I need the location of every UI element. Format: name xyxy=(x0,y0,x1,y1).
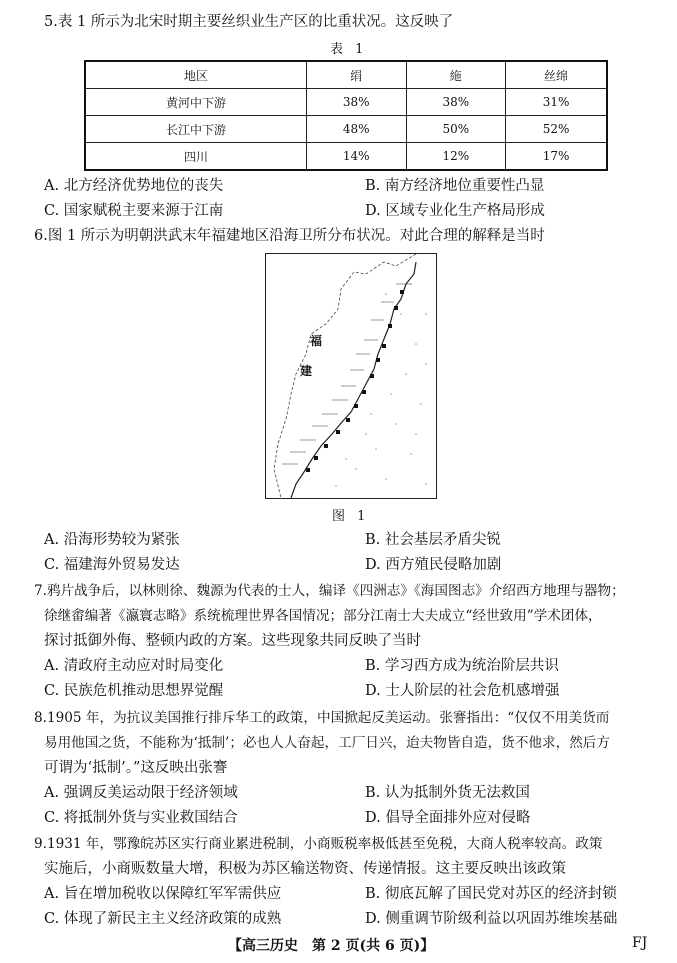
q8-option-d: D. 倡导全面排外应对侵略 xyxy=(365,810,531,826)
table-cell: 50% xyxy=(406,116,506,143)
q5-option-c: C. 国家赋税主要来源于江南 xyxy=(44,203,224,219)
q9-option-d: D. 侧重调节阶级利益以巩固苏维埃基础 xyxy=(365,911,618,927)
q9-option-b: B. 彻底瓦解了国民党对苏区的经济封锁 xyxy=(365,886,617,902)
q6-stem: 6.图 1 所示为明朝洪武末年福建地区沿海卫所分布状况。对此合理的解释是当时 xyxy=(34,228,545,244)
map-label-fu: 福 xyxy=(310,334,323,348)
q7-option-b: B. 学习西方成为统治阶层共识 xyxy=(365,658,559,674)
q7-option-d: D. 士人阶层的社会危机感增强 xyxy=(365,683,560,699)
silk-production-table xyxy=(84,60,608,171)
q5-option-a: A. 北方经济优势地位的丧失 xyxy=(44,178,224,194)
table-cell: 31% xyxy=(506,89,607,116)
table-cell: 17% xyxy=(506,143,607,171)
q5-option-d: D. 区域专业化生产格局形成 xyxy=(365,203,545,219)
table-cell: 52% xyxy=(506,116,607,143)
table-header-cell: 絁 xyxy=(406,61,506,89)
table-row xyxy=(85,116,607,143)
q8-line-1: 8.1905 年，为抗议美国推行排斥华工的政策，中国掀起反美运动。张謇指出：“仅仅不用美货而 xyxy=(34,710,610,726)
q6-option-d: D. 西方殖民侵略加剧 xyxy=(365,557,502,573)
garrison-markers xyxy=(306,290,404,472)
q8-line-2: 易用他国之货，不能称为‘抵制’；必也人人奋起，工厂日兴，迨夫物皆自造，货不他求，然后方 xyxy=(44,735,610,751)
q5-option-b: B. 南方经济地位重要性凸显 xyxy=(365,178,545,194)
q6-option-a: A. 沿海形势较为紧张 xyxy=(44,532,180,548)
q9-line-2: 实施后，小商贩数量大增，积极为苏区输送物资、传递情报。这主要反映出该政策 xyxy=(44,861,566,877)
q9-option-a: A. 旨在增加税收以保障红军军需供应 xyxy=(44,886,282,902)
q6-option-c: C. 福建海外贸易发达 xyxy=(44,557,180,573)
q8-line-3: 可谓为‘抵制’。”这反映出张謇 xyxy=(44,760,228,776)
table-cell: 长江中下游 xyxy=(85,116,306,143)
table-header-cell: 丝绵 xyxy=(506,61,607,89)
fujian-coastal-garrison-map xyxy=(265,253,437,499)
coastline xyxy=(291,262,416,498)
table-cell: 38% xyxy=(306,89,406,116)
table-cell: 黄河中下游 xyxy=(85,89,306,116)
footer-code: FJ xyxy=(632,935,648,951)
q7-line-2: 徐继畬编著《瀛寰志略》系统梳理世界各国情况；部分江南士大夫成立“经世致用”学术团体， xyxy=(44,608,602,624)
table-row xyxy=(85,89,607,116)
table-row xyxy=(85,143,607,171)
table-cell: 12% xyxy=(406,143,506,171)
sea-texture xyxy=(335,283,427,487)
table-cell: 四川 xyxy=(85,143,306,171)
q5-stem: 5.表 1 所示为北宋时期主要丝织业生产区的比重状况。这反映了 xyxy=(44,14,454,30)
table-caption: 表 1 xyxy=(330,42,368,57)
q8-option-a: A. 强调反美运动限于经济领域 xyxy=(44,785,238,801)
table-cell: 14% xyxy=(306,143,406,171)
q6-option-b: B. 社会基层矛盾尖锐 xyxy=(365,532,501,548)
table-cell: 48% xyxy=(306,116,406,143)
figure-caption: 图 1 xyxy=(332,509,370,524)
q7-option-c: C. 民族危机推动思想界觉醒 xyxy=(44,683,224,699)
province-border xyxy=(274,254,416,498)
q7-line-1: 7.鸦片战争后，以林则徐、魏源为代表的士人，编译《四洲志》《海国图志》介绍西方地理与器物； xyxy=(34,583,625,599)
q8-option-c: C. 将抵制外货与实业救国结合 xyxy=(44,810,238,826)
table-header-row xyxy=(85,61,607,89)
q9-option-c: C. 体现了新民主主义经济政策的成熟 xyxy=(44,911,282,927)
q7-line-3: 探讨抵御外侮、整顿内政的方案。这些现象共同反映了当时 xyxy=(44,633,421,649)
q7-option-a: A. 清政府主动应对时局变化 xyxy=(44,658,224,674)
page-footer: 【高三历史 第 2 页(共 6 页)】 xyxy=(228,938,435,954)
map-label-jian: 建 xyxy=(300,364,313,378)
q9-line-1: 9.1931 年，鄂豫皖苏区实行商业累进税制，小商贩税率极低甚至免税，大商人税率较高。政策 xyxy=(34,836,603,852)
table-header-cell: 绢 xyxy=(306,61,406,89)
table-header-cell: 地区 xyxy=(85,61,306,89)
table-cell: 38% xyxy=(406,89,506,116)
map-graphic xyxy=(266,254,436,498)
q8-option-b: B. 认为抵制外货无法救国 xyxy=(365,785,530,801)
